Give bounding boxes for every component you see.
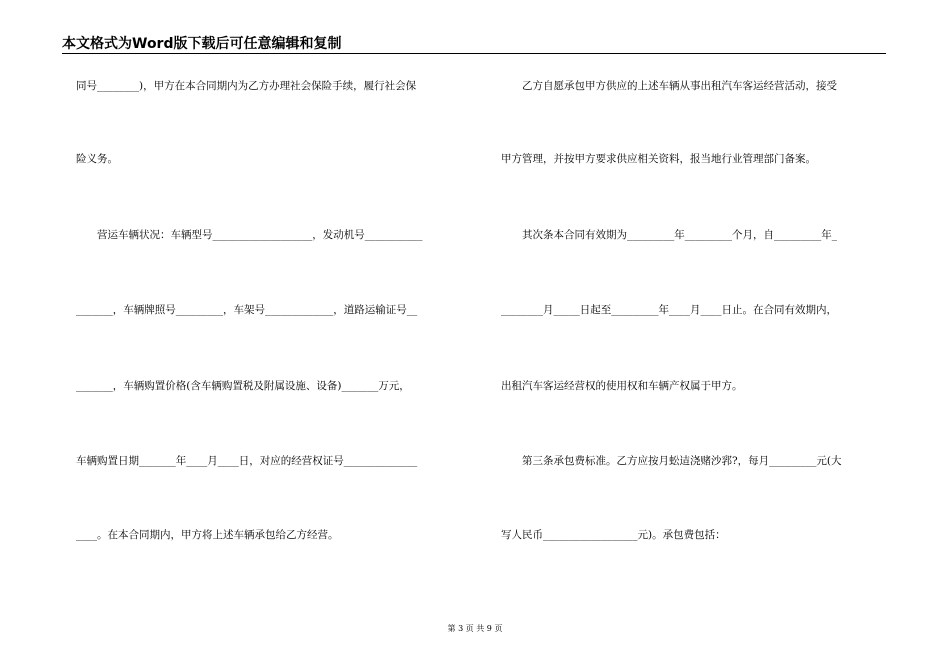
- left-line-1: 同号________)，甲方在本合同期内为乙方办理社会保险手续，履行社会保: [76, 80, 417, 92]
- left-line-7: ____。在本合同期内，甲方将上述车辆承包给乙方经营。: [76, 529, 339, 541]
- right-line-7: 写人民币__________________元)。承包费包括：: [501, 529, 726, 541]
- right-line-2: 甲方管理，并按甲方要求供应相关资料，报当地行业管理部门备案。: [501, 153, 816, 165]
- page-number-footer: 第 3 页 共 9 页: [447, 624, 503, 633]
- right-line-4: ________月_____日起至_________年____月____日止。在合同有效期内，: [501, 304, 837, 316]
- left-line-4: _______，车辆牌照号_________，车架号_____________，道路运输证号__: [76, 304, 418, 316]
- header-divider: [62, 53, 886, 54]
- right-line-3: 其次条本合同有效期为_________年_________个月，自_________年_: [501, 229, 837, 241]
- right-line-6: 第三条承包费标准。乙方应按月蚣迼浇赌沙郛?，每月_________元(大: [501, 455, 842, 467]
- left-line-2: 险义务。: [76, 153, 118, 165]
- left-line-3: 营运车辆状况：车辆型号___________________，发动机号___________: [76, 229, 423, 241]
- right-line-1: 乙方自愿承包甲方供应的上述车辆从事出租汽车客运经营活动，接受: [501, 80, 837, 92]
- left-line-5: _______，车辆购置价格(含车辆购置税及附属设施、设备)_______万元，: [76, 380, 410, 392]
- page-header-title: 本文格式为Word版下载后可任意编辑和复制: [62, 36, 342, 52]
- left-line-6: 车辆购置日期_______年____月____日，对应的经营权证号______________: [76, 455, 418, 467]
- right-line-5: 出租汽车客运经营权的使用权和车辆产权属于甲方。: [501, 380, 743, 392]
